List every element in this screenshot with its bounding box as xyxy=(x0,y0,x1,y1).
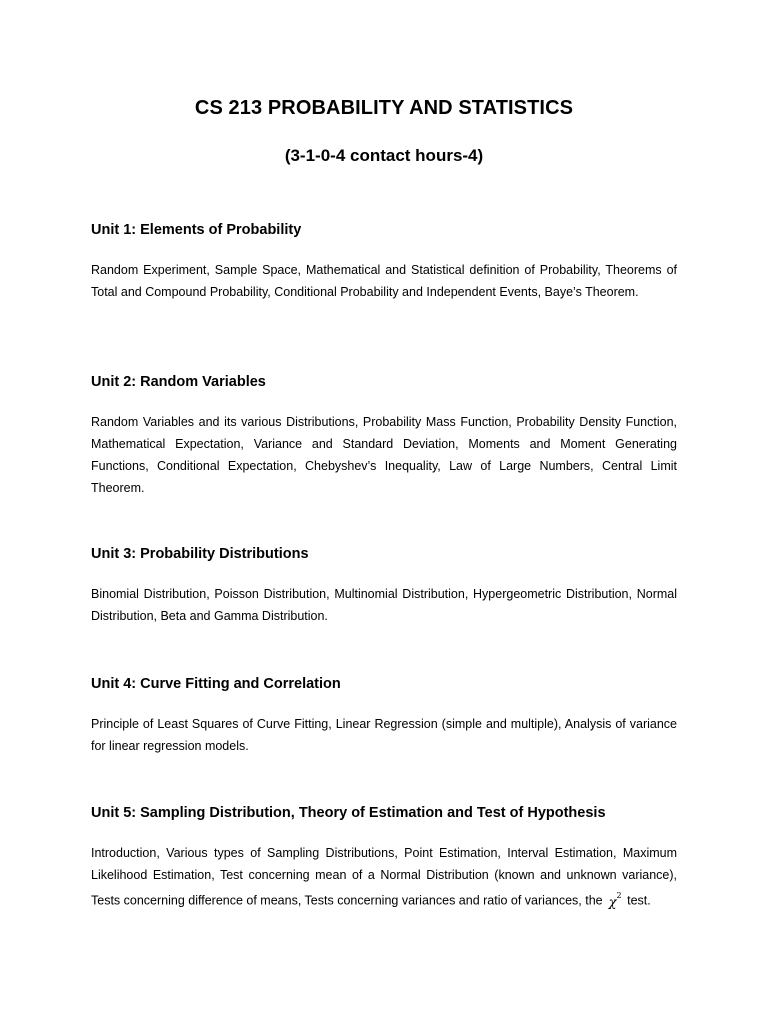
unit-2-body: Random Variables and its various Distributions, Probability Mass Function, Probability Density Function, Mathematical Expectation, Variance and Standard Deviation, Moments and Moment Generating Functions, Conditional Expectation, Chebyshev’s Inequality, Law of Large Numbers, Central Limit Theorem. xyxy=(91,415,677,495)
page-title: CS 213 PROBABILITY AND STATISTICS xyxy=(194,97,574,119)
unit-3-body: Binomial Distribution, Poisson Distribution, Multinomial Distribution, Hypergeometric Distribution, Normal Distribution, Beta and Gamma Distribution. xyxy=(91,587,677,623)
contact-hours-subtitle: (3-1-0-4 contact hours-4) xyxy=(284,146,484,165)
unit-1-section xyxy=(91,221,677,303)
unit-1-heading: Unit 1: Elements of Probability xyxy=(91,222,302,238)
unit-4-section xyxy=(91,675,677,757)
unit-4-body: Principle of Least Squares of Curve Fitting, Linear Regression (simple and multiple), Analysis of variance for linear regression models. xyxy=(91,717,677,753)
unit-5-section xyxy=(91,804,677,912)
chi-square-symbol: $\chi^2$ xyxy=(608,891,622,911)
unit-5-body xyxy=(91,842,677,912)
unit-2-heading: Unit 2: Random Variables xyxy=(91,374,266,390)
unit-2-section xyxy=(91,373,677,499)
unit-4-heading: Unit 4: Curve Fitting and Correlation xyxy=(91,676,341,692)
unit-5-body-tail: test. xyxy=(623,893,651,908)
unit-3-section xyxy=(91,545,677,627)
unit-1-body: Random Experiment, Sample Space, Mathematical and Statistical definition of Probability, Theorems of Total and Compound Probability, Conditional Probability and Independent Events, Baye’s Theorem. xyxy=(91,263,677,299)
unit-5-heading: Unit 5: Sampling Distribution, Theory of Estimation and Test of Hypothesis xyxy=(91,805,606,821)
unit-3-heading: Unit 3: Probability Distributions xyxy=(91,546,309,562)
unit-5-body-text: Introduction, Various types of Sampling Distributions, Point Estimation, Interval Estimation, Maximum Likelihood Estimation, Test concerning mean of a Normal Distribution (known and unknown variance), Tests concerning difference of means, Tests concerning variances and ratio of variances, the xyxy=(91,846,677,908)
